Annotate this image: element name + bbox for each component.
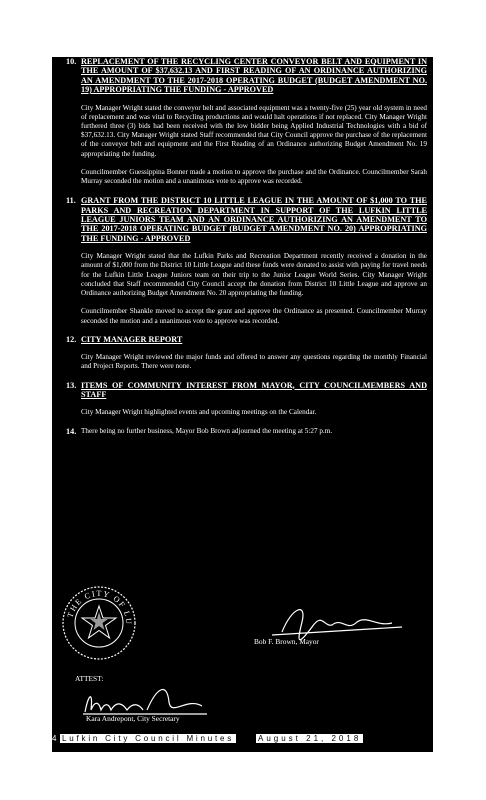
item-paragraph: City Manager Wright highlighted events and upcoming meetings on the Calendar. [81,408,317,417]
page-footer [52,734,433,746]
agenda-item-11 [66,196,427,325]
attest-label: ATTEST: [75,674,104,683]
item-paragraph: City Manager Wright stated the conveyor belt and associated equipment was a twenty-five (25) year old system in need of replacement and was vital to Recycling productions and would halt operations if not replaced. City Manager Wright furthered three (3) bids had been received with the low bidder being Applied Industrial Technologies with a bid of $37,632.13. City Manager Wright stated Staff recommended that City Council approve the purchase of the replacement of the conveyor belt and equipment and the First Reading of an Ordinance authorizing Budget Amendment No. 19 appropriating the funding. [81,103,427,158]
svg-text:THE CITY OF LUFKIN: THE CITY OF LU [65,588,134,626]
agenda-item-13 [66,380,427,418]
footer-title: Lufkin City Council Minutes [62,734,235,743]
agenda-item-14 [66,426,427,436]
item-heading: REPLACEMENT OF THE RECYCLING CENTER CONVEYOR BELT AND EQUIPMENT IN THE AMOUNT OF $37,632.13 AND FIRST READING OF AN ORDINANCE AUTHORIZING AN AMENDMENT TO THE 2017-2018 OPERATING BUDGET (BUDGET AMENDMENT NO. 19) APPROPRIATING THE FUNDING - APPROVED [81,57,427,95]
item-paragraph: Councilmember Shankle moved to accept the grant and approve the Ordinance as presented. Councilmember Murray seconded the motion and a unanimous vote to approve was recorded. [81,307,427,325]
city-seal-icon [60,584,138,662]
item-number: 13. [66,380,77,390]
item-number: 10. [66,57,77,66]
item-paragraph: City Manager Wright stated that the Lufkin Parks and Recreation Department recently received a donation in the amount of $1,000 from the District 10 Little League and these funds were donated to assist with paying for travel needs for the Lufkin Little League Juniors team on their trip to the Junior League World Series. City Manager Wright concluded that Staff recommended City Council accept the donation from District 10 Little League and approve an Ordinance authorizing Budget Amendment No. 20 appropriating the funding. [81,252,427,298]
agenda-item-10 [66,57,427,186]
item-number: 12. [66,334,77,344]
item-number: 14. [66,426,77,436]
item-heading: GRANT FROM THE DISTRICT 10 LITTLE LEAGUE IN THE AMOUNT OF $1,000 TO THE PARKS AND RECREATION DEPARTMENT IN SUPPORT OF THE LUFKIN LITTLE LEAGUE JUNIORS TEAM AND AN ORDINANCE AUTHORIZING AN AMENDMENT TO THE 2017-2018 OPERATING BUDGET (BUDGET AMENDMENT NO. 20) APPROPRIATING THE FUNDING - APPROVED [81,196,427,243]
secretary-name: Kara Andrepont, City Secretary [86,714,180,723]
agenda-item-12 [66,334,427,372]
item-heading: ITEMS OF COMMUNITY INTEREST FROM MAYOR, CITY COUNCILMEMBERS AND STAFF [81,380,427,399]
mayor-signature [262,597,412,657]
minutes-page [52,57,433,752]
page-number: 4 [52,734,59,743]
mayor-name: Bob F. Brown, Mayor [254,637,319,646]
item-paragraph: City Manager Wright reviewed the major funds and offered to answer any questions regarding the monthly Financial and Project Reports. There were none. [81,353,427,371]
item-paragraph: There being no further business, Mayor Bob Brown adjourned the meeting at 5:27 p.m. [81,426,333,435]
item-heading: CITY MANAGER REPORT [81,334,183,344]
item-paragraph: Councilmember Guessippina Bonner made a motion to approve the purchase and the Ordinance. Councilmember Sarah Murray seconded the motion and a unanimous vote to approve was recorded. [81,167,427,186]
agenda-items [52,57,433,436]
item-number: 11. [66,196,76,206]
footer-date: August 21, 2018 [258,734,362,743]
